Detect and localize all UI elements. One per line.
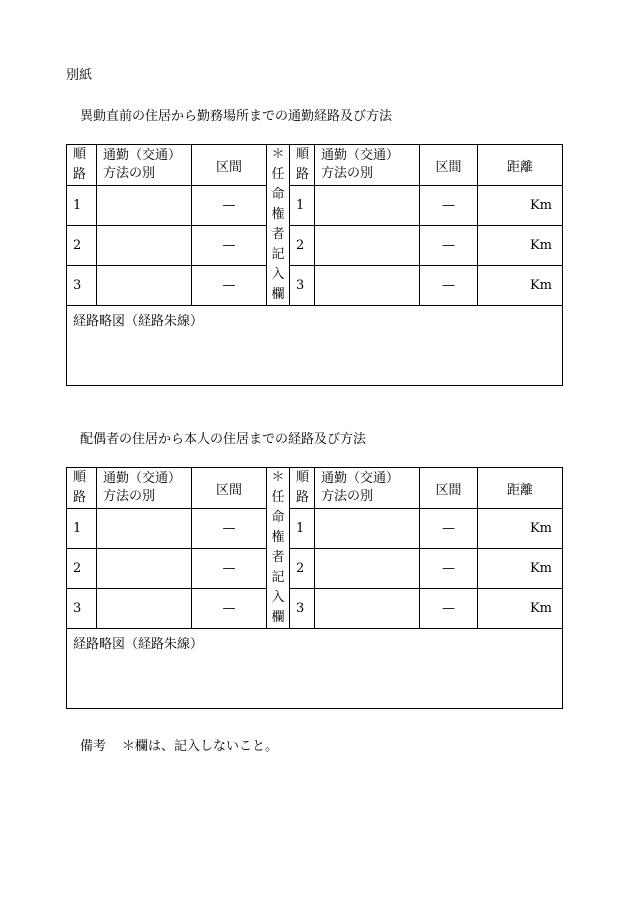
row-no-right: 1 xyxy=(290,509,315,549)
row-no-right: 2 xyxy=(290,226,315,266)
header-mode: 通勤（交通） 方法の別 xyxy=(97,145,192,186)
row-no: 2 xyxy=(67,226,97,266)
mode-cell-right[interactable] xyxy=(315,266,420,306)
header-route-no: 順 路 xyxy=(67,468,97,509)
mode-cell-right[interactable] xyxy=(315,509,420,549)
route-map-cell[interactable] xyxy=(67,629,563,709)
distance-cell[interactable]: Km xyxy=(478,186,563,226)
interval-cell-right[interactable]: — xyxy=(420,266,478,306)
remarks-note xyxy=(80,735,278,754)
route-map-row xyxy=(67,629,563,709)
distance-cell[interactable]: Km xyxy=(478,589,563,629)
route-map-label: 経路略図（経路朱線） xyxy=(73,314,204,329)
header-mode-right: 通勤（交通） 方法の別 xyxy=(315,468,420,509)
table-row xyxy=(67,226,563,266)
interval-cell-right[interactable]: — xyxy=(420,186,478,226)
mode-cell[interactable] xyxy=(97,509,192,549)
table-row xyxy=(67,589,563,629)
header-row xyxy=(67,468,563,509)
route-map-cell[interactable] xyxy=(67,306,563,386)
appointer-entry-column: ＊ 任 命 権 者 記 入 欄 xyxy=(267,468,290,629)
row-no-right: 2 xyxy=(290,549,315,589)
table-row xyxy=(67,266,563,306)
distance-cell[interactable]: Km xyxy=(478,549,563,589)
interval-cell[interactable]: — xyxy=(192,266,267,306)
interval-cell[interactable]: — xyxy=(192,509,267,549)
row-no: 2 xyxy=(67,549,97,589)
mode-cell[interactable] xyxy=(97,549,192,589)
mode-cell-right[interactable] xyxy=(315,226,420,266)
interval-cell[interactable]: — xyxy=(192,589,267,629)
row-no-right: 3 xyxy=(290,589,315,629)
interval-cell[interactable]: — xyxy=(192,226,267,266)
header-mode-right: 通勤（交通） 方法の別 xyxy=(315,145,420,186)
distance-cell[interactable]: Km xyxy=(478,266,563,306)
commute-route-table xyxy=(66,144,563,386)
route-map-row xyxy=(67,306,563,386)
section-title-spouse: 配偶者の住居から本人の住居までの経路及び方法 xyxy=(80,432,367,447)
header-interval-right: 区間 xyxy=(420,468,478,509)
interval-cell[interactable]: — xyxy=(192,549,267,589)
interval-cell-right[interactable]: — xyxy=(420,226,478,266)
remarks-label: 備考 xyxy=(80,739,107,754)
remarks-text: ＊欄は、記入しないこと。 xyxy=(122,739,279,754)
distance-cell[interactable]: Km xyxy=(478,226,563,266)
interval-cell-right[interactable]: — xyxy=(420,589,478,629)
table-row xyxy=(67,509,563,549)
row-no: 1 xyxy=(67,186,97,226)
header-mode: 通勤（交通） 方法の別 xyxy=(97,468,192,509)
header-route-no-right: 順 路 xyxy=(290,145,315,186)
attachment-label: 別紙 xyxy=(66,68,93,83)
header-interval: 区間 xyxy=(192,468,267,509)
mode-cell-right[interactable] xyxy=(315,186,420,226)
interval-cell-right[interactable]: — xyxy=(420,509,478,549)
interval-cell[interactable]: — xyxy=(192,186,267,226)
mode-cell[interactable] xyxy=(97,266,192,306)
row-no: 3 xyxy=(67,589,97,629)
table-row xyxy=(67,186,563,226)
header-route-no-right: 順 路 xyxy=(290,468,315,509)
interval-cell-right[interactable]: — xyxy=(420,549,478,589)
spouse-route-table xyxy=(66,467,563,709)
route-map-label: 経路略図（経路朱線） xyxy=(73,637,204,652)
mode-cell[interactable] xyxy=(97,186,192,226)
table-row xyxy=(67,549,563,589)
header-distance: 距離 xyxy=(478,468,563,509)
mode-cell[interactable] xyxy=(97,589,192,629)
header-interval: 区間 xyxy=(192,145,267,186)
row-no: 1 xyxy=(67,509,97,549)
mode-cell[interactable] xyxy=(97,226,192,266)
row-no-right: 1 xyxy=(290,186,315,226)
section-title-commute: 異動直前の住居から勤務場所までの通勤経路及び方法 xyxy=(80,109,393,124)
header-route-no: 順 路 xyxy=(67,145,97,186)
appointer-entry-column: ＊ 任 命 権 者 記 入 欄 xyxy=(267,145,290,306)
header-interval-right: 区間 xyxy=(420,145,478,186)
row-no-right: 3 xyxy=(290,266,315,306)
header-row xyxy=(67,145,563,186)
row-no: 3 xyxy=(67,266,97,306)
mode-cell-right[interactable] xyxy=(315,589,420,629)
distance-cell[interactable]: Km xyxy=(478,509,563,549)
header-distance: 距離 xyxy=(478,145,563,186)
mode-cell-right[interactable] xyxy=(315,549,420,589)
